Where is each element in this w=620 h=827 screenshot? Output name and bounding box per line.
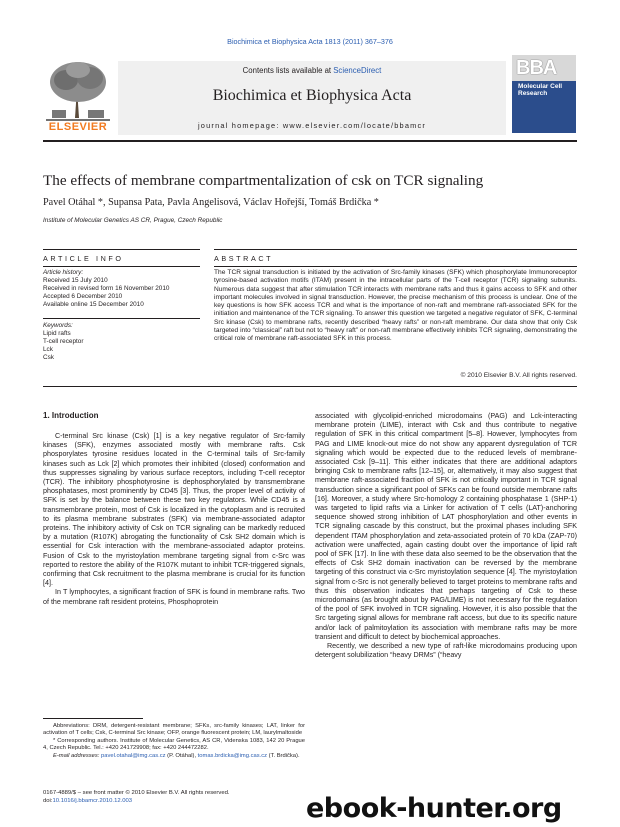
abstract-heading: ABSTRACT [214,254,274,263]
homepage-prefix: journal homepage: [197,121,283,130]
doi-label: doi: [43,797,53,804]
keyword-item: Lck [43,346,53,354]
keyword-item: T-cell receptor [43,338,84,346]
article-history-label: Article history: [43,269,84,276]
intro-right-column [315,412,577,660]
header-rule [43,140,577,142]
doi-link[interactable]: 10.1016/j.bbamcr.2010.12.003 [52,797,133,804]
keyword-item: Csk [43,354,55,362]
email-label: E-mail addresses: [53,752,102,759]
article-history [43,269,200,309]
email-name-brdicka: (T. Brdička). [267,752,300,759]
email-name-otahal: (P. Otáhal), [165,752,198,759]
email-link-otahal[interactable]: pavel.otahal@img.cas.cz [101,752,166,759]
journal-cover-title: BBA [516,57,557,79]
article-authors: Pavel Otáhal *, Supansa Pata, Pavla Angelisová, Václav Hořejší, Tomáš Brdička * [43,197,379,208]
homepage-url[interactable]: www.elsevier.com/locate/bbamcr [282,121,427,130]
abstract-rule [214,266,577,267]
email-note [43,753,305,760]
contents-line [118,66,506,75]
article-info-rule-top [43,249,200,250]
sciencedirect-link[interactable]: ScienceDirect [333,66,382,75]
abstract-rule-top [214,249,577,250]
intro-left-column [43,432,305,607]
history-online: Available online 15 December 2010 [43,301,144,309]
keywords-rule [43,318,200,319]
footnotes [43,723,305,760]
introduction-heading: 1. Introduction [43,411,99,420]
intro-paragraph: In T lymphocytes, a significant fraction of SFK is found in membrane rafts. Two of the membrane raft resident proteins, Phosphoprotein [43,588,305,606]
abbreviations-note: Abbreviations: DRM, detergent-resistant membrane; SFKs, src-family kinases; LAT, linker for activation of T cells; Csk, C-terminal Src kinase; OFP, orange fluorescent protein; LM, laurylmaltoside [43,723,305,737]
corresponding-author-note: * Corresponding authors. Institute of Molecular Genetics, AS CR, Videnska 1083, 142 20 Prague 4, Czech Republic. Tel.: +420 241729908; fax: +420 244472282. [43,737,305,752]
doi-line [43,798,343,806]
author-affiliation: Institute of Molecular Genetics AS CR, Prague, Czech Republic [43,217,223,224]
footnote-rule [43,718,143,719]
elsevier-tree-logo [42,58,114,130]
journal-homepage [118,121,506,130]
keywords-label: Keywords: [43,322,73,329]
keyword-item: Lipid rafts [43,330,71,338]
abstract-rule-bottom [43,386,577,387]
abstract-text: The TCR signal transduction is initiated by the activation of Src-family kinases (SFK) which phosphorylate Immunoreceptor tyrosine-based activation motifs (ITAM) present in the intracellular parts of the T-cell receptor (TCR) signaling subunits. Numerous data suggest that after stimulation TCR interacts with membrane rafts and thus it gains access to SFK and other important molecules involved in signal transduction. However, the precise mechanism of this process is unclear. One of the key questions is how SFK access TCR and what is the importance of non-raft and membrane raft-associated SFK for the initiation and maintenance of the TCR signaling. To answer this question we targeted a negative regulator of SFK, C-terminal Src kinase (Csk) to membrane rafts, recently described “heavy rafts” or non-raft membrane. Our data show that only Csk targeted into “classical” raft but not to “heavy raft” or non-raft membrane effectively inhibits TCR signaling, demonstrating the critical role of membrane raft-associated SFK in this process. [214,269,577,343]
article-info-heading: ARTICLE INFO [43,254,124,263]
keywords [43,322,200,362]
journal-citation[interactable]: Biochimica et Biophysica Acta 1813 (2011) 367–376 [227,37,393,46]
journal-title: Biochimica et Biophysica Acta [212,87,412,104]
issn-line: 0167-4889/$ – see front matter © 2010 Elsevier B.V. All rights reserved. [43,790,230,796]
abstract-copyright: © 2010 Elsevier B.V. All rights reserved. [460,372,577,379]
elsevier-wordmark: ELSEVIER [48,121,108,133]
article-title: The effects of membrane compartmentalization of csk on TCR signaling [43,172,484,189]
intro-paragraph: Recently, we described a new type of raft-like microdomains producing upon detergent solubilization “heavy DRMs” (“heavy [315,642,577,660]
intro-paragraph: C-terminal Src kinase (Csk) [1] is a key negative regulator of Src-family kinases (SFK), enzymes associated mostly with membrane rafts. Csk phosporylates tyrosine residues located in the C-terminal tails of Src-family kinases such as Lck [2] which promotes their inhibited (closed) conformation and thus suppresses signaling by various surface receptors, including T-cell receptor (TCR). The inhibitory phosphotyrosine is dephosphorylated by transmembrane phosphatases, most prominently by CD45 [3]. Thus, the proper level of activity of SFK is set by the balance between these two key regulators. While CD45 is a transmembrane protein, most of Csk is localized in the cytoplasm and is recruited to its plasma membrane substrates (SFK) via membrane-associated adaptor proteins. The inhibitory activity of Csk on TCR signaling can be markedly reduced by a mutation (R107K) abrogating the functionality of Csk SH2 domain which is essential for Csk interaction with the membrane-associated adaptor proteins. Fusion of Csk to the myristoylation membrane targeting signal from c-Src was reported to restore the ability of the R107K mutant to inhibit TCR-triggered signals, confirming that Csk recruitment to the plasma membrane is crucial for its function [4]. [43,432,305,588]
article-info-rule [43,266,200,267]
contents-prefix: Contents lists available at [242,66,334,75]
issn-doi-note [43,790,343,806]
intro-paragraph: associated with glycolipid-enriched microdomains (PAG) and Lck-interacting membrane protein (LIME), interact with Csk and thus contribute to negative regulation of SFK in this critical compartment [5–8]. However, lymphocytes from PAG and LIME knock-out mice do not show any apparent dysregulation of TCR signaling which would be expected due to the reduced levels of membrane-associated Csk [9–11]. This either indicates that there are additional adaptors bringing Csk to membrane rafts [12–15], or, alternatively, it may also suggest that membrane raft-associated fraction of SFK is not critically important in TCR signal transduction since a significant pool of SFKs can be found outside membrane rafts [16]. Moreover, a study where Src-homology 2 containing phosphatase 1 (SHP-1) was targeted to lipid rafts via a Linker for activation of T cells (LAT)-anchoring sequence showed strong inhibition of LAT phosphorylation and other events in TCR signaling cascade by this construct, but the proximal phases including SFK dependent ITAM phosphorylation and zeta-associated protein of 70 kDa (ZAP-70) activation were unaffected, again casting doubt over the importance of lipid raft pool of SFK [17]. In line with these data also seemed to be the observation that the effects of Csk SH2 domain inactivation can be reversed by the membrane targeting of this construct via c-Src myristoylation sequence [4]. The myristoylation signal from c-Src is not generally believed to target proteins to membrane rafts and thus this observation indicates that perhaps targeting of Csk to these microdomains (as brought about by PAG/LIME) is not necessary for the regulation of the pool of SFK involved in TCR signaling. However, it is also possible that the Src targeting signal allows for membrane raft access, but due to its specific nature and/or lack of palmitoylation its association with membrane rafts may be more transient and difficult to detect by biochemical approaches. [315,412,577,641]
email-link-brdicka[interactable]: tomas.brdicka@img.cas.cz [197,752,268,759]
history-received: Received 15 July 2010 [43,277,108,285]
journal-cover-subtitle: Molecular Cell Research [518,83,563,97]
history-revised: Received in revised form 16 November 2010 [43,285,170,293]
watermark-text: ebook-hunter.org [306,793,562,824]
history-accepted: Accepted 6 December 2010 [43,293,123,301]
